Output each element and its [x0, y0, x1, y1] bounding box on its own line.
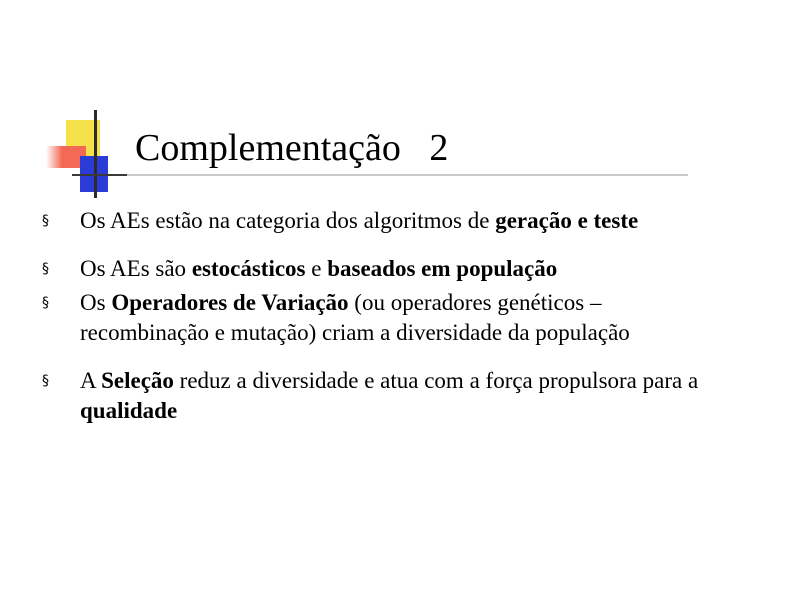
bullet-text-run-bold: Operadores de Variação [111, 290, 349, 315]
bullet-text-run-bold: geração e teste [495, 208, 639, 233]
slide-logo-decoration [0, 0, 140, 200]
logo-vertical-line [94, 110, 97, 198]
bullet-list [42, 206, 732, 426]
bullet-text-run: e [305, 256, 328, 281]
bullet-text-run-bold: estocásticos [191, 256, 306, 281]
bullet-marker: § [42, 213, 49, 229]
title-underline-accent [72, 174, 127, 176]
bullet-text-run-bold: qualidade [80, 398, 178, 423]
slide-title: Complementação 2 [135, 127, 449, 169]
bullet-item [42, 206, 732, 236]
bullet-item [42, 254, 732, 284]
bullet-text-run-bold: Seleção [101, 368, 174, 393]
bullet-text-run: reduz a diversidade e atua com a força propulsora para a [173, 368, 699, 393]
bullet-text-run: Os [80, 290, 112, 315]
title-underline [72, 174, 688, 176]
bullet-text-run: Os AEs são [80, 256, 192, 281]
bullet-text-run: A [80, 368, 102, 393]
bullet-text-run-bold: baseados em população [327, 256, 558, 281]
bullet-marker: § [42, 261, 49, 277]
bullet-text-run: (ou operadores genéticos – recombinação e mutação) criam a diversidade da população [80, 290, 630, 345]
bullet-text-run: Os AEs estão na categoria dos algoritmos de [80, 208, 496, 233]
bullet-item [42, 288, 732, 348]
bullet-marker: § [42, 373, 49, 389]
bullet-item [42, 366, 732, 426]
bullet-marker: § [42, 295, 49, 311]
